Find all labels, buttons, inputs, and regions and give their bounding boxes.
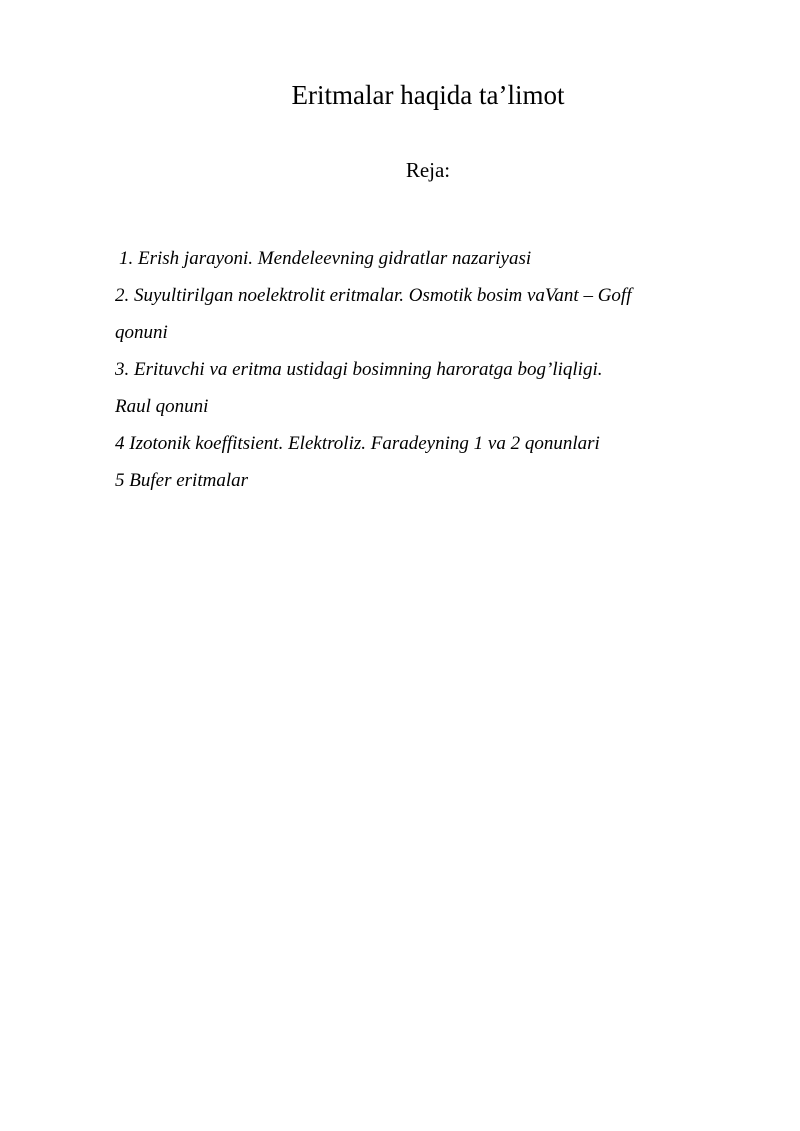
- plan-item-1: 1. Erish jarayoni. Mendeleevning gidratlar nazariyasi: [119, 248, 532, 269]
- plan-item-3: 3. Erituvchi va eritma ustidagi bosimning haroratga bog’liqligi.: [115, 359, 603, 380]
- plan-item-4: 4 Izotonik koeffitsient. Elektroliz. Faradeyning 1 va 2 qonunlari: [115, 433, 600, 454]
- plan-item-3-continuation: Raul qonuni: [115, 396, 209, 417]
- plan-item-2: 2. Suyultirilgan noelektrolit eritmalar. Osmotik bosim vaVant – Goff: [115, 285, 632, 306]
- plan-item-2-continuation: qonuni: [115, 322, 168, 343]
- plan-heading: Reja:: [405, 158, 451, 182]
- plan-list: [115, 240, 725, 499]
- document-title: Eritmalar haqida ta’limot: [291, 80, 565, 110]
- plan-item-5: 5 Bufer eritmalar: [115, 470, 248, 491]
